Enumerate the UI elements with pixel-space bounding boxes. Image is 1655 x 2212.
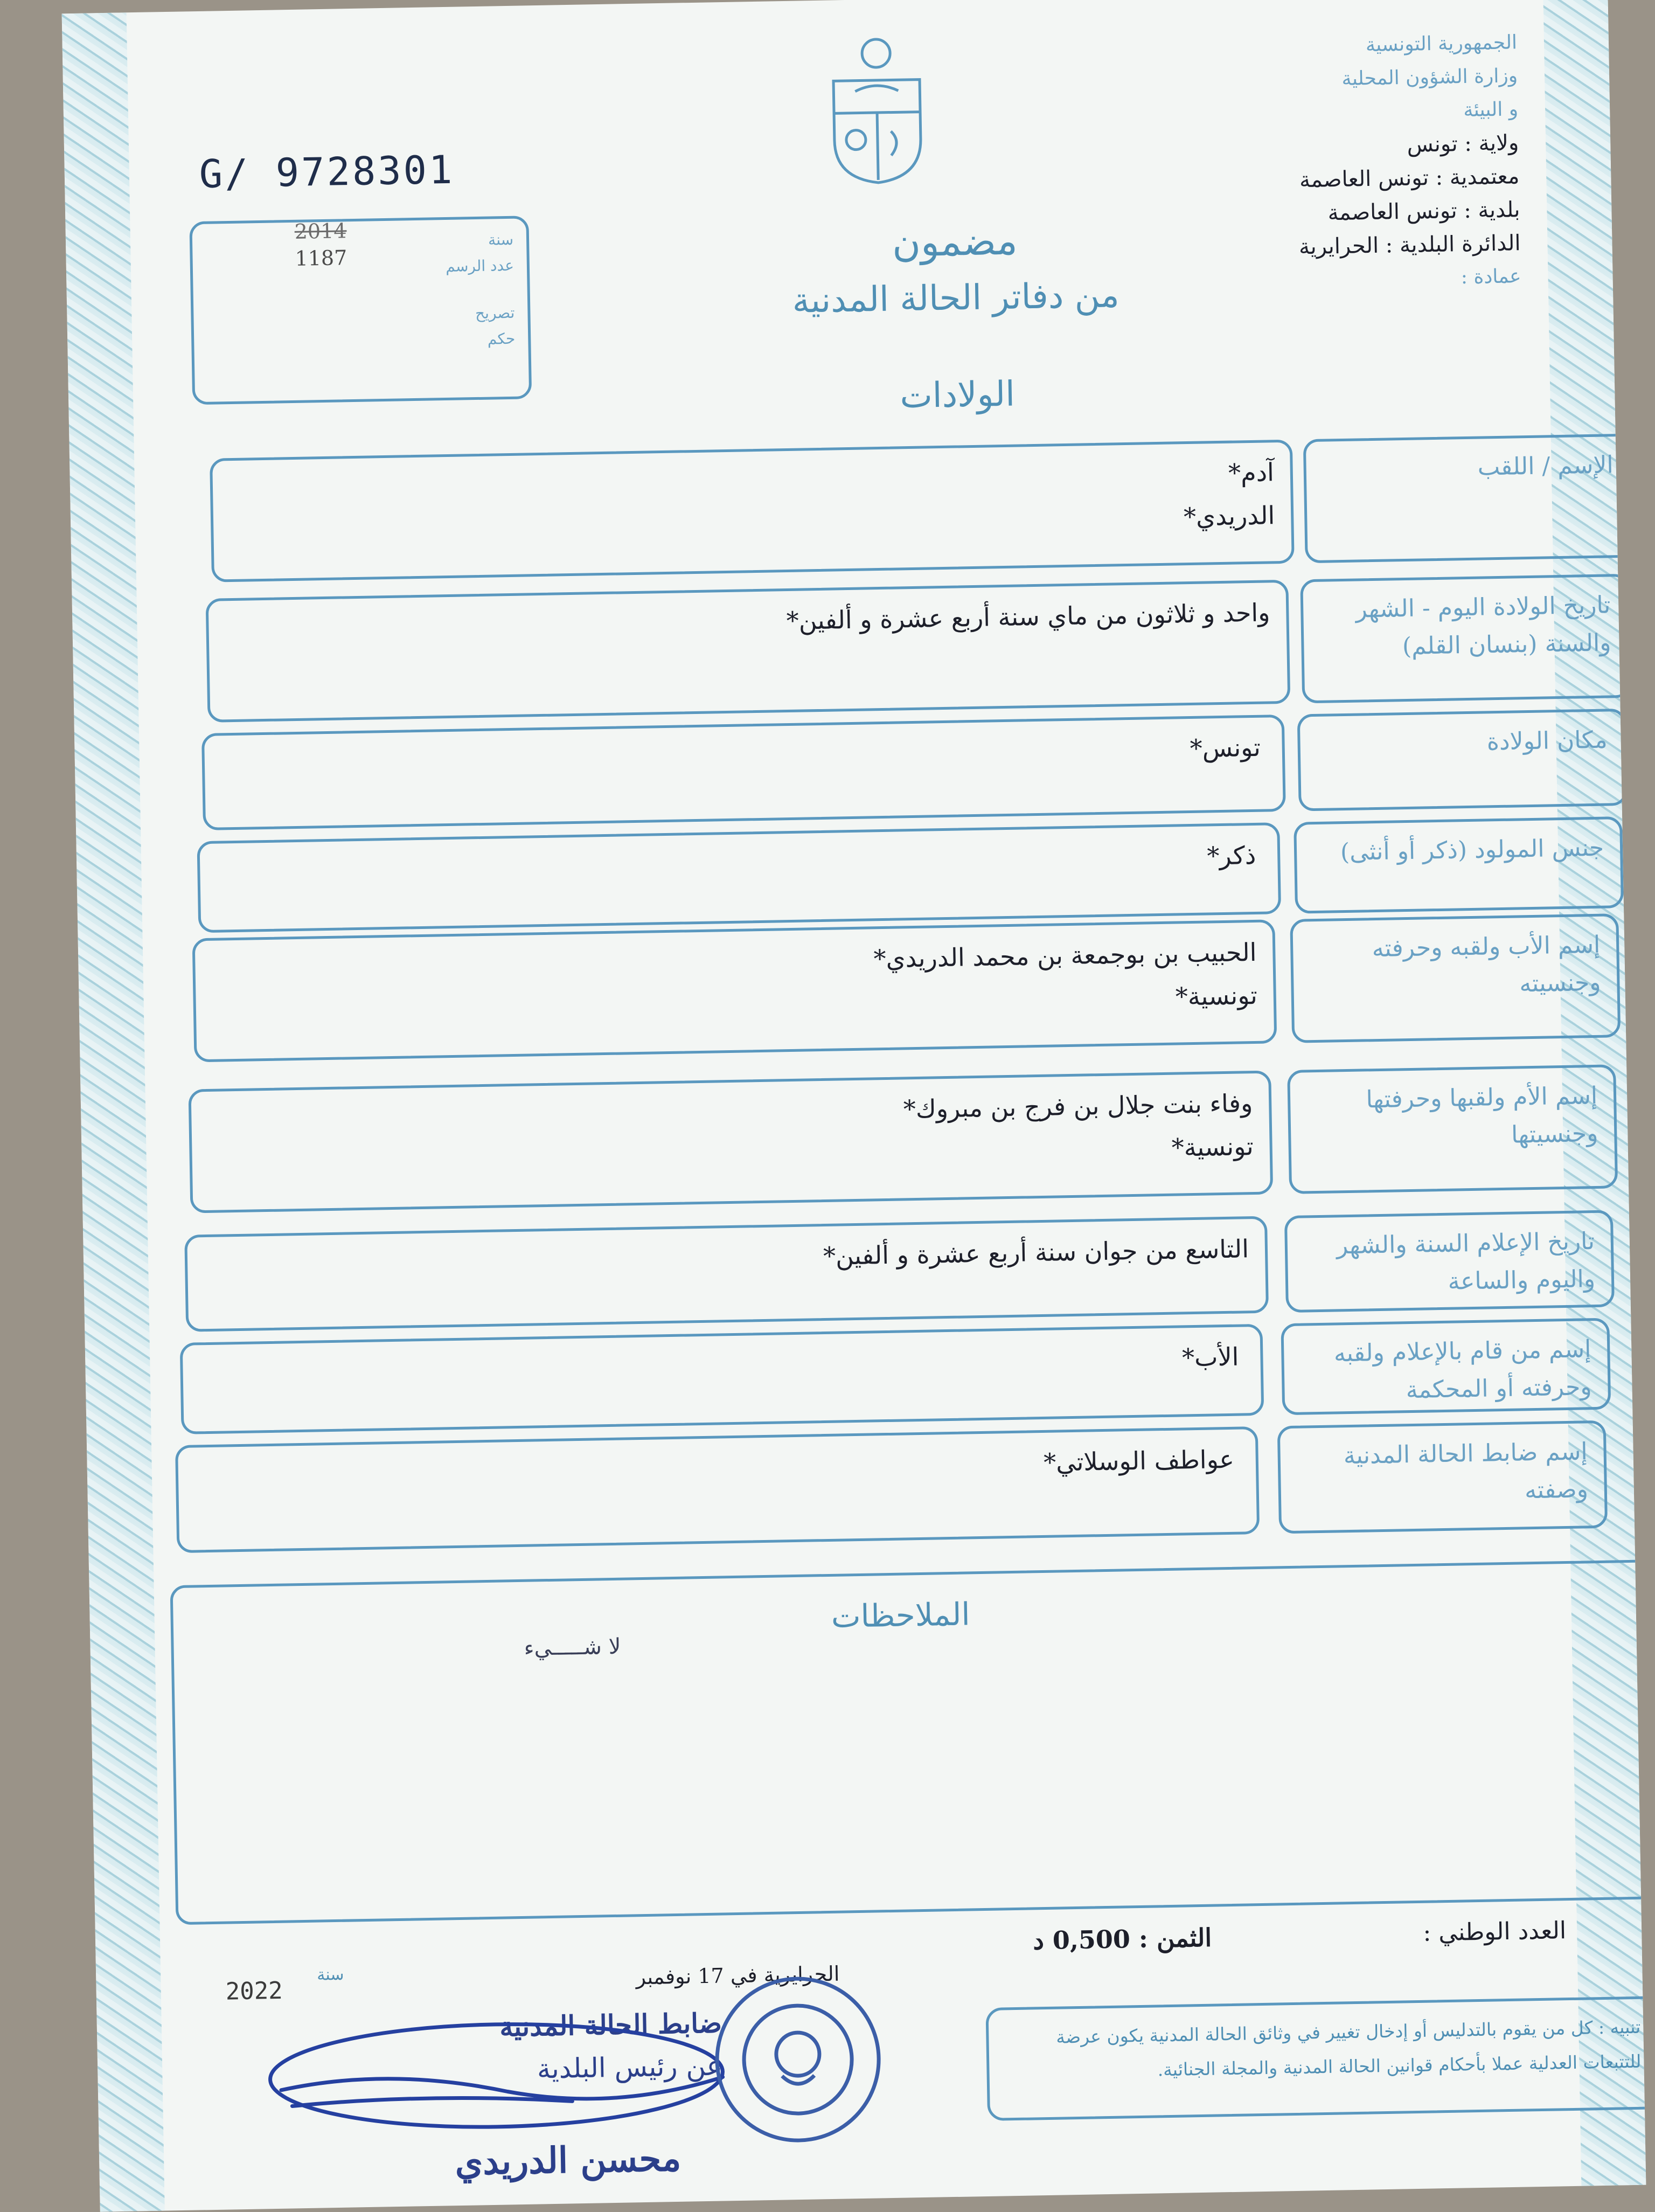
row-value: التاسع من جوان سنة أربع عشرة و ألفين* bbox=[823, 1234, 1249, 1271]
row-value: تونسية* bbox=[1171, 1132, 1254, 1162]
row-value-box bbox=[197, 822, 1281, 933]
document-title: مضمون bbox=[892, 218, 1018, 266]
document-subtitle: من دفاتر الحالة المدنية bbox=[792, 275, 1120, 321]
officer-title: ضابط الحالة المدنية bbox=[499, 2007, 722, 2043]
row-label-box bbox=[1294, 816, 1624, 914]
officer-subtitle: عن رئيس البلدية bbox=[537, 2050, 723, 2085]
row-label-box bbox=[1303, 434, 1634, 564]
header-line: ولاية : تونس bbox=[1407, 130, 1519, 157]
row-label: جنس المولود (ذكر أو أنثى) bbox=[1340, 834, 1604, 866]
row-value: تونسية* bbox=[1175, 980, 1258, 1011]
row-value: الدريدي* bbox=[1183, 501, 1275, 532]
guilloche-border-left bbox=[62, 12, 165, 2211]
row-label: إسم ضابط الحالة المدنية وصفته bbox=[1343, 1438, 1589, 1504]
header-line: الجمهورية التونسية bbox=[1365, 31, 1518, 57]
row-value-box bbox=[175, 1426, 1260, 1553]
row-label: مكان الولادة bbox=[1486, 726, 1608, 756]
row-value: واحد و ثلاثون من ماي سنة أربع عشرة و ألفين* bbox=[786, 598, 1270, 636]
legal-notice-box bbox=[985, 1996, 1646, 2121]
header-line: و البيئة bbox=[1463, 98, 1519, 121]
header-line: معتمدية : تونس العاصمة bbox=[1299, 164, 1520, 193]
ruling-label: حكم bbox=[487, 329, 516, 348]
issue-place-date: الحرايرية في 17 نوفمبر bbox=[636, 1961, 840, 1989]
row-value-box bbox=[192, 919, 1277, 1062]
row-value-box bbox=[206, 580, 1291, 723]
row-value: تونس* bbox=[1190, 732, 1261, 764]
tunisia-coat-of-arms-icon bbox=[816, 31, 937, 189]
row-label: تاريخ الولادة اليوم - الشهر والسنة (بنسان القلم) bbox=[1355, 591, 1611, 661]
row-label: إسم من قام بالإعلام ولقبه وحرفته أو المحكمة bbox=[1333, 1335, 1592, 1404]
row-label-box bbox=[1300, 574, 1631, 704]
row-value: عواطف الوسلاتي* bbox=[1043, 1444, 1235, 1477]
officer-name: محسن الدريدي bbox=[454, 2137, 682, 2183]
remarks-title: الملاحظات bbox=[831, 1596, 971, 1635]
remarks-value: لا شـــــيء bbox=[524, 1634, 621, 1661]
national-number-label: العدد الوطني : bbox=[1423, 1917, 1567, 1947]
row-label-box bbox=[1281, 1318, 1611, 1416]
registration-year-value: 2014 bbox=[294, 219, 347, 244]
section-title-births: الولادات bbox=[899, 374, 1016, 417]
row-value-box bbox=[210, 440, 1295, 583]
official-stamp bbox=[710, 1972, 886, 2147]
row-label-box bbox=[1277, 1420, 1608, 1534]
row-label-box bbox=[1287, 1064, 1618, 1194]
remarks-box bbox=[170, 1559, 1646, 1925]
row-value: وفاء بنت جلال بن فرج بن مبروك* bbox=[903, 1088, 1253, 1124]
row-label-box bbox=[1290, 913, 1621, 1043]
header-line: وزارة الشؤون المحلية bbox=[1341, 65, 1518, 90]
row-label: إسم الأب ولقبه وحرفته وجنسيته bbox=[1372, 931, 1601, 998]
row-value: الحبيب بن بوجمعة بن محمد الدريدي* bbox=[873, 937, 1257, 974]
row-label: إسم الأم ولقبها وحرفتها وجنسيتها bbox=[1366, 1081, 1598, 1149]
row-value: ذكر* bbox=[1206, 840, 1256, 871]
registration-box bbox=[189, 216, 532, 405]
issue-year-label: سنة bbox=[316, 1965, 344, 1985]
header-line: بلدية : تونس العاصمة bbox=[1327, 197, 1520, 226]
handwritten-signature bbox=[258, 1996, 745, 2145]
serial-number: G/ 9728301 bbox=[199, 147, 455, 197]
row-value: آدم* bbox=[1228, 457, 1275, 488]
registration-number-value: 1187 bbox=[295, 246, 347, 271]
row-label: الإسم / اللقب bbox=[1477, 451, 1614, 481]
header-line: الدائرة البلدية : الحرايرية bbox=[1298, 231, 1521, 260]
issue-year-value: 2022 bbox=[225, 1977, 283, 2006]
declaration-label: تصريح bbox=[475, 303, 515, 323]
row-value-box bbox=[201, 715, 1286, 830]
row-label-box bbox=[1297, 709, 1628, 812]
registration-number-label: عدد الرسم bbox=[445, 256, 514, 275]
registration-year-label: سنة bbox=[488, 230, 514, 249]
row-value-box bbox=[180, 1324, 1264, 1434]
legal-notice-text: تنبيه : كل من يقوم بالتدليس أو إدخال تغيير في وثائق الحالة المدنية يكون عرضة للتتبعات العدلية عملا بأحكام قوانين الحالة المدنية والمجلة الجنائية. bbox=[1055, 2016, 1642, 2081]
document-paper bbox=[62, 0, 1646, 2212]
row-value: الأب* bbox=[1181, 1342, 1239, 1372]
header-line: عمادة : bbox=[1461, 265, 1521, 289]
row-value-box bbox=[188, 1070, 1273, 1213]
price-label: الثمن : 0,500 د bbox=[1032, 1923, 1212, 1956]
row-label: تاريخ الإعلام السنة والشهر واليوم والساعة bbox=[1336, 1228, 1596, 1295]
row-label-box bbox=[1284, 1210, 1615, 1313]
row-value-box bbox=[184, 1216, 1269, 1332]
